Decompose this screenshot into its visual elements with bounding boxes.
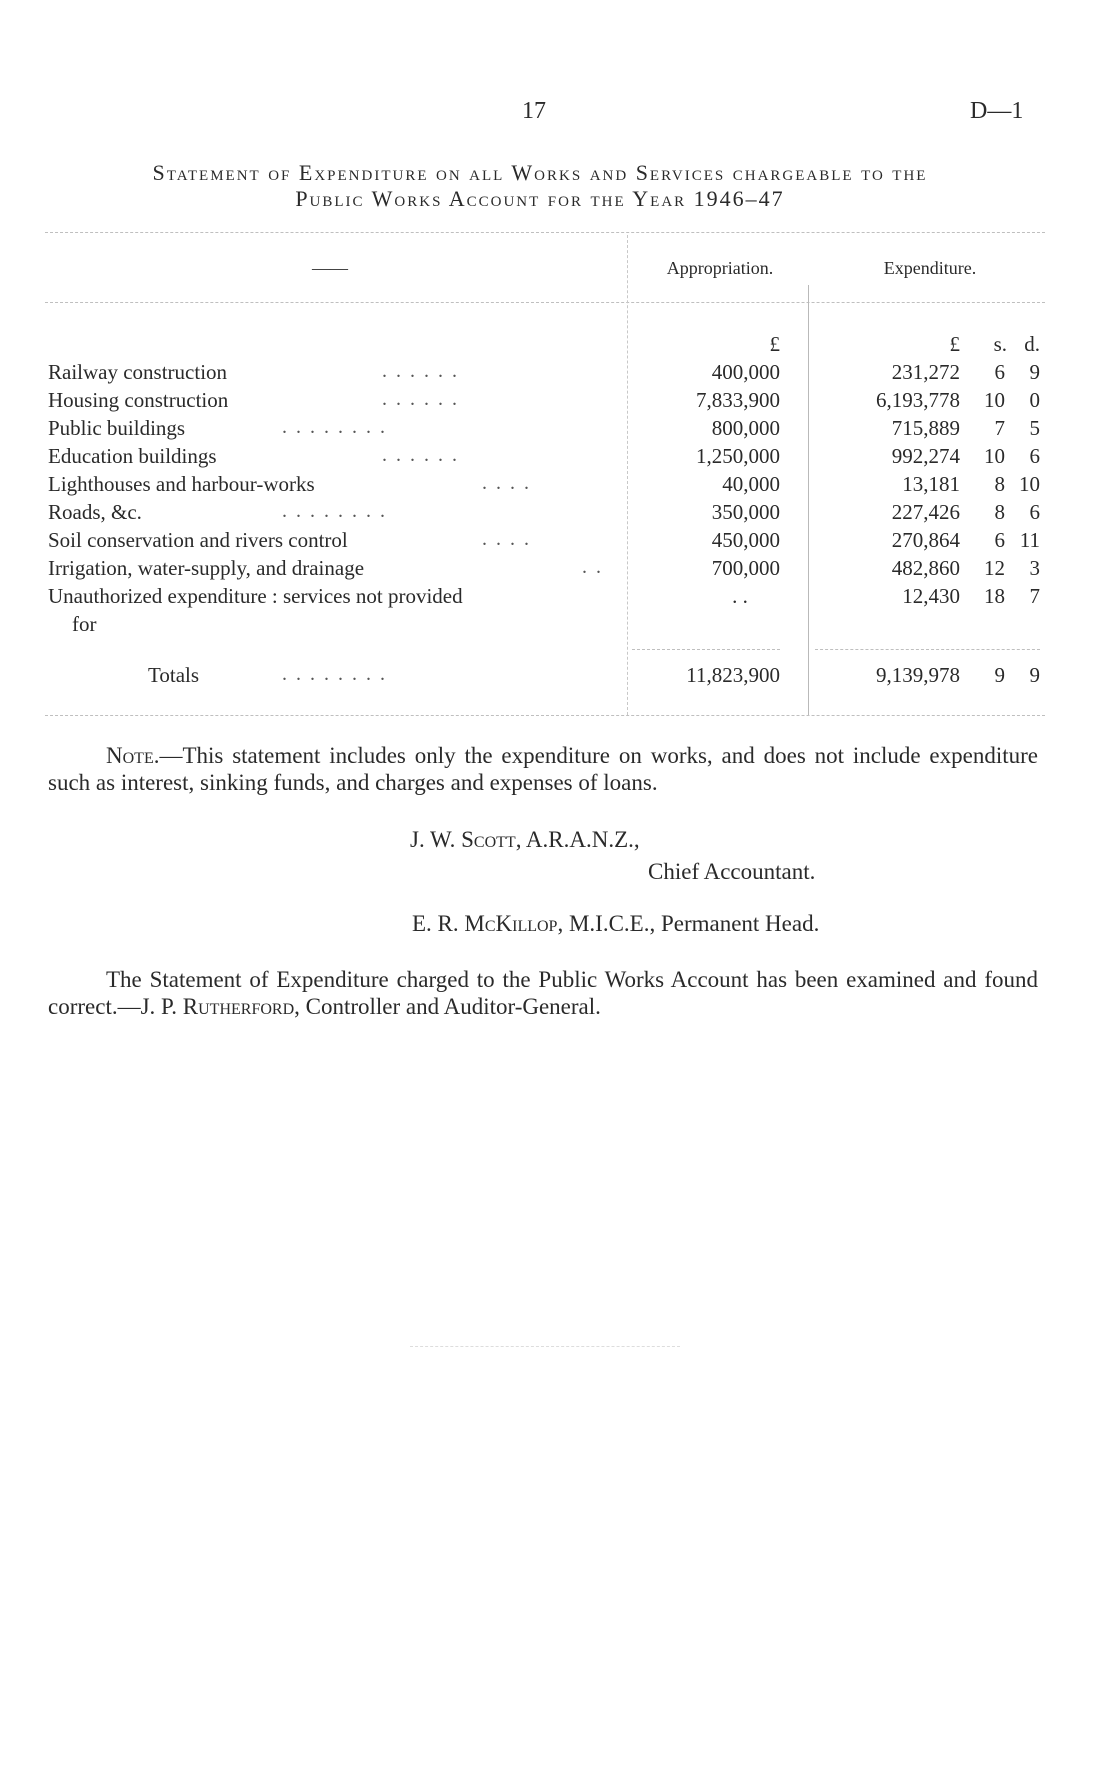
statement-title-line-1: Statement of Expenditure on all Works and Services chargeable to the: [152, 160, 928, 185]
expenditure-shillings: 10: [984, 388, 1005, 412]
leader-dots: . . . . . .: [382, 388, 459, 410]
unit-pounds: £: [949, 332, 960, 356]
leader-dots: . . . . . . . .: [282, 500, 387, 522]
leader-dots: . . . . . . . .: [282, 663, 387, 685]
audit-rest: Controller and Auditor-General.: [299, 994, 601, 1019]
expenditure-shillings: 6: [994, 528, 1005, 552]
unit-shillings: s.: [993, 332, 1007, 356]
expenditure-pounds: 227,426: [891, 500, 960, 524]
auditor-name: Rutherford,: [182, 994, 300, 1019]
expenditure-pence: 3: [1029, 556, 1040, 580]
unit-appropriation: £: [769, 332, 780, 356]
expenditure-pence: 6: [1029, 500, 1040, 524]
expenditure-pounds: 12,430: [902, 584, 960, 608]
table-top-rule: [45, 232, 1045, 233]
column-divider-right: [808, 285, 809, 715]
expenditure-pence: 5: [1029, 416, 1040, 440]
expenditure-pounds: 13,181: [902, 472, 960, 496]
appropriation-header: Appropriation.: [666, 258, 774, 278]
leader-dots: . . . . . . . .: [282, 416, 387, 438]
header-bottom-rule: [45, 302, 1045, 303]
leader-dots: . . . . . .: [382, 360, 459, 382]
expenditure-pence: 9: [1029, 360, 1040, 384]
mckillop-initials: E. R.: [412, 911, 465, 936]
signature-mckillop: [412, 910, 819, 937]
expenditure-header: Expenditure.: [883, 258, 977, 278]
expenditure-pence: 11: [1019, 528, 1040, 552]
leader-dots: . . . .: [482, 528, 531, 550]
totals-rule-appropriation: [632, 649, 780, 650]
totals-shillings: 9: [994, 663, 1005, 687]
expenditure-shillings: 18: [984, 584, 1005, 608]
row-label: Unauthorized expenditure : services not provided: [48, 584, 463, 608]
appropriation-value: 450,000: [711, 528, 780, 552]
row-label: Railway construction: [48, 360, 228, 384]
appropriation-value: 800,000: [711, 416, 780, 440]
mckillop-name: McKillop,: [464, 911, 564, 936]
unit-pence: d.: [1024, 332, 1040, 356]
expenditure-pence: 0: [1029, 388, 1040, 412]
appropriation-value: 700,000: [711, 556, 780, 580]
expenditure-pounds: 715,889: [891, 416, 960, 440]
expenditure-shillings: 10: [984, 444, 1005, 468]
row-label: Soil conservation and rivers control: [48, 528, 348, 552]
page-number: 17: [522, 98, 546, 124]
note-paragraph: [48, 742, 1038, 796]
row-label: Lighthouses and harbour-works: [48, 472, 315, 496]
note-lead: Note.: [106, 743, 160, 768]
totals-rule-expenditure: [815, 649, 1040, 650]
expenditure-pounds: 270,864: [891, 528, 960, 552]
totals-pence: 9: [1029, 663, 1040, 687]
audit-text: The Statement of Expenditure charged to the Public Works Account has been examined and found correct.—J. P.: [48, 967, 1038, 1019]
appropriation-value: 400,000: [711, 360, 780, 384]
appropriation-value: 40,000: [722, 472, 780, 496]
row-label: Education buildings: [48, 444, 217, 468]
expenditure-pounds: 992,274: [891, 444, 960, 468]
row-label: Irrigation, water-supply, and drainage: [48, 556, 365, 580]
row-label-continuation: for: [72, 612, 97, 636]
note-text: —This statement includes only the expenditure on works, and does not include expenditure such as interest, sinking funds, and charges and expenses of loans.: [48, 743, 1038, 795]
expenditure-shillings: 6: [994, 360, 1005, 384]
row-label: Housing construction: [48, 388, 229, 412]
expenditure-shillings: 7: [994, 416, 1005, 440]
totals-pounds: 9,139,978: [876, 663, 960, 687]
leader-dots: . . . . . .: [382, 444, 459, 466]
expenditure-pence: 6: [1029, 444, 1040, 468]
table-bottom-rule: [45, 715, 1045, 716]
expenditure-pounds: 482,860: [891, 556, 960, 580]
stub-header: ——: [312, 258, 348, 278]
statement-title-line-2: Public Works Account for the Year 1946–47: [295, 186, 785, 211]
expenditure-shillings: 8: [994, 500, 1005, 524]
expenditure-pounds: 6,193,778: [876, 388, 960, 412]
row-label: Roads, &c.: [48, 500, 142, 524]
appropriation-value: 7,833,900: [696, 388, 780, 412]
leader-dots: . .: [582, 556, 603, 578]
column-divider-left: [627, 235, 628, 715]
leader-dots: . . . .: [482, 472, 531, 494]
expenditure-pounds: 231,272: [891, 360, 960, 384]
expenditure-pence: 10: [1019, 472, 1040, 496]
appropriation-value: . .: [732, 584, 748, 608]
scott-title: Chief Accountant.: [648, 859, 816, 884]
mckillop-rest: M.I.C.E., Permanent Head.: [563, 911, 820, 936]
appropriation-value: 350,000: [711, 500, 780, 524]
scott-name: J. W. Scott,: [410, 827, 522, 852]
signature-scott: [410, 826, 640, 853]
expenditure-shillings: 12: [984, 556, 1005, 580]
appropriation-value: 1,250,000: [696, 444, 780, 468]
totals-appropriation: 11,823,900: [686, 663, 780, 687]
expenditure-shillings: 8: [994, 472, 1005, 496]
decorative-rule: [410, 1346, 680, 1347]
row-label: Public buildings: [48, 416, 186, 440]
totals-label: Totals: [148, 663, 200, 687]
scott-quals: A.R.A.N.Z.,: [521, 827, 640, 852]
audit-paragraph: [48, 966, 1038, 1020]
expenditure-pence: 7: [1029, 584, 1040, 608]
document-code: D—1: [970, 98, 1024, 124]
